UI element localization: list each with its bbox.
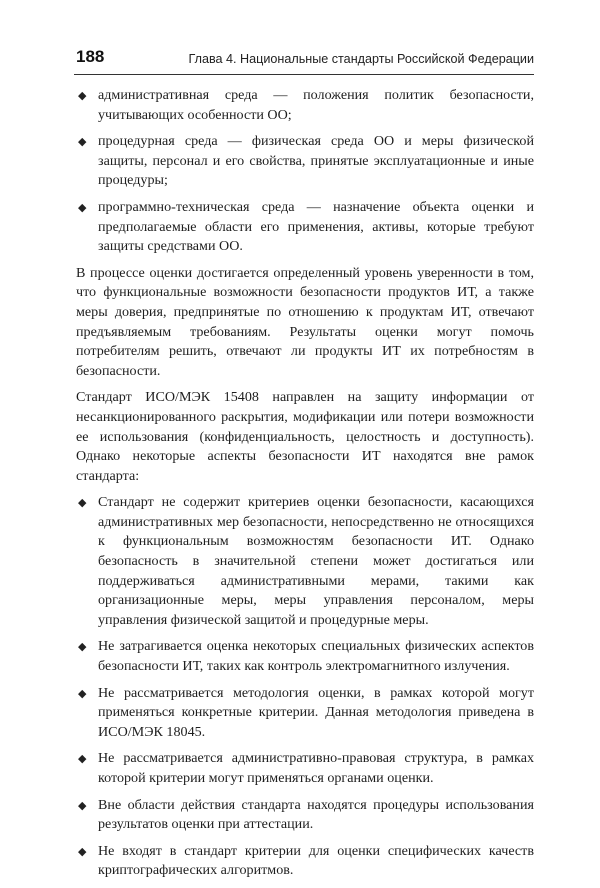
out-of-scope-list (76, 493, 534, 881)
diamond-bullet-icon: ◆ (78, 200, 87, 214)
list-item (76, 493, 534, 630)
list-item (76, 132, 534, 191)
diamond-bullet-icon: ◆ (78, 135, 87, 149)
diamond-bullet-icon: ◆ (78, 640, 87, 654)
diamond-bullet-icon: ◆ (78, 89, 87, 102)
list-item-text: Не входят в стандарт критерии для оценки специфических качеств криптографических алгоритмов. (98, 842, 534, 879)
diamond-bullet-icon: ◆ (78, 752, 87, 766)
diamond-bullet-icon: ◆ (78, 798, 87, 812)
diamond-bullet-icon: ◆ (78, 686, 87, 700)
list-item-text: программно-техническая среда — назначение объекта оценки и предполагаемые области его применения, активы, которые требуют защиты средствами ОО. (98, 198, 534, 255)
list-item (76, 198, 534, 257)
list-item-text: административная среда — положения политик безопасности, учитывающих особенности ОО; (98, 87, 534, 123)
list-item (76, 637, 534, 676)
list-item (76, 86, 534, 125)
paragraph: В процессе оценки достигается определенный уровень уверенности в том, что функциональные возможности безопасности продуктов ИТ, а также меры доверия, предпринятые по отношению к продуктам ИТ, отвечают предъявляемым требованиям. Результаты оценки могут помочь потребителям решить, отвечают ли продукты ИТ их потребностям в безопасности. (76, 264, 534, 379)
diamond-bullet-icon: ◆ (78, 496, 87, 510)
list-item-text: Не рассматривается методология оценки, в рамках которой могут применяться конкретные критерии. Данная методология приведена в ИСО/МЭК 18045. (98, 684, 534, 740)
list-item (76, 749, 534, 788)
paragraph: Стандарт ИСО/МЭК 15408 направлен на защиту информации от несанкционированного раскрытия, модификации или потери возможности ее использования (конфиденциальность, целостность и доступность). Однако некоторые аспекты безопасности ИТ находятся вне рамок стандарта: (76, 389, 534, 484)
chapter-title: Глава 4. Национальные стандарты Российской Федерации (188, 52, 534, 66)
environment-list (76, 86, 534, 257)
list-item-text: Вне области действия стандарта находятся процедуры использования результатов оценки при аттестации. (98, 796, 534, 833)
list-item-text: Не затрагивается оценка некоторых специальных физических аспектов безопасности ИТ, таких как контроль электромагнитного излучения. (98, 638, 534, 675)
running-header (74, 46, 534, 75)
list-item (76, 684, 534, 743)
list-item (76, 796, 534, 835)
diamond-bullet-icon: ◆ (78, 844, 87, 858)
list-item-text: Не рассматривается административно-правовая структура, в рамках которой критерии могут применяться органами оценки. (98, 750, 534, 786)
page-number: 188 (76, 47, 105, 66)
page-body (76, 86, 534, 888)
list-item-text: процедурная среда — физическая среда ОО и меры физической защиты, персонал и его свойства, принятые эксплуатационные и иные процедуры; (98, 133, 534, 189)
list-item-text: Стандарт не содержит критериев оценки безопасности, касающихся административных мер безопасности, непосредственно не относящихся к функциональным возможностям безопасности ИТ. Однако безопасность в значительной степени может достигаться или поддерживаться административными мерами, такими как организационные меры, меры управления персоналом, меры управления физической защитой и процедурные меры. (98, 494, 534, 628)
